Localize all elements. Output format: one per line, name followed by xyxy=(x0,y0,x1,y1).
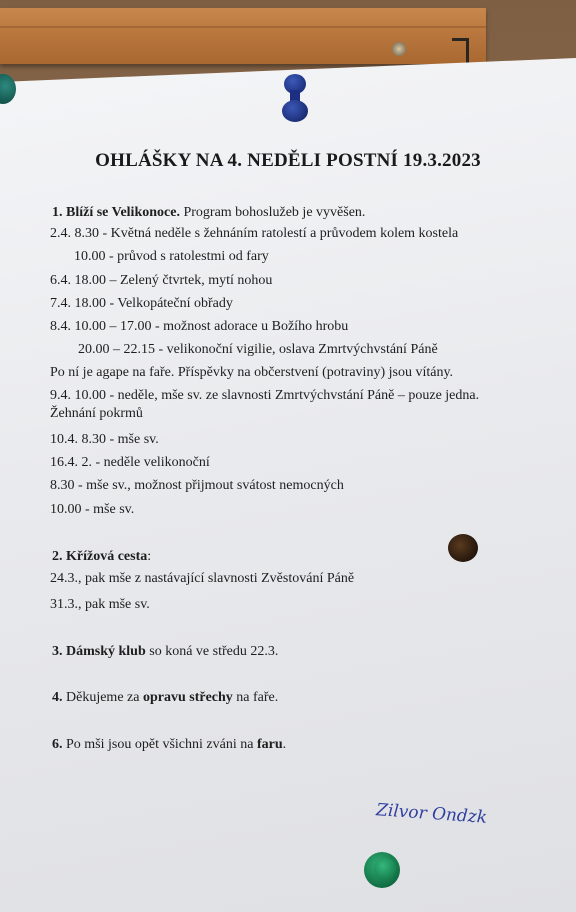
section-4-line: 4. Děkujeme za opravu střechy na faře. xyxy=(52,690,279,705)
schedule-line: Žehnání pokrmů xyxy=(50,406,143,421)
schedule-line: 8.30 - mše sv., možnost přijmout svátost nemocných xyxy=(50,478,344,493)
schedule-line: 2.4. 8.30 - Květná neděle s žehnáním ratolestí a průvodem kolem kostela xyxy=(50,226,459,241)
schedule-line: 10.4. 8.30 - mše sv. xyxy=(50,432,159,447)
wooden-plank xyxy=(0,8,486,64)
pushpin-icon xyxy=(364,852,400,888)
section-3-line: 3. Dámský klub so koná ve středu 22.3. xyxy=(52,644,279,659)
schedule-line: 9.4. 10.00 - neděle, mše sv. ze slavnosti Zmrtvýchvstání Páně – pouze jedna. xyxy=(50,388,480,403)
schedule-line: 8.4. 10.00 – 17.00 - možnost adorace u Božího hrobu xyxy=(50,319,349,334)
handwritten-signature: Zilvor Ondzk xyxy=(375,800,488,828)
section-6-line: 6. Po mši jsou opět všichni zváni na faru. xyxy=(52,737,287,752)
screw-icon xyxy=(392,42,406,56)
schedule-line: 24.3., pak mše z nastávající slavnosti Zvěstování Páně xyxy=(50,571,355,586)
pushpin-icon xyxy=(448,534,478,562)
section-1-heading: 1. Blíží se Velikonoce. Program bohoslužeb je vyvěšen. xyxy=(52,205,366,220)
schedule-line: 10.00 - mše sv. xyxy=(50,502,135,517)
page-title: OHLÁŠKY NA 4. NEDĚLI POSTNÍ 19.3.2023 xyxy=(95,150,481,171)
pushpin-icon xyxy=(282,74,308,122)
section-2-heading: 2. Křížová cesta: xyxy=(52,549,152,564)
schedule-line: 10.00 - průvod s ratolestmi od fary xyxy=(74,249,269,264)
schedule-line: 6.4. 18.00 – Zelený čtvrtek, mytí nohou xyxy=(50,273,273,288)
schedule-line: 31.3., pak mše sv. xyxy=(50,597,150,612)
schedule-line: Po ní je agape na faře. Příspěvky na občerstvení (potraviny) jsou vítány. xyxy=(50,365,454,380)
schedule-line: 7.4. 18.00 - Velkopáteční obřady xyxy=(50,296,233,311)
schedule-line: 20.00 – 22.15 - velikonoční vigilie, oslava Zmrtvýchvstání Páně xyxy=(78,342,438,357)
schedule-line: 16.4. 2. - neděle velikonoční xyxy=(50,455,210,470)
